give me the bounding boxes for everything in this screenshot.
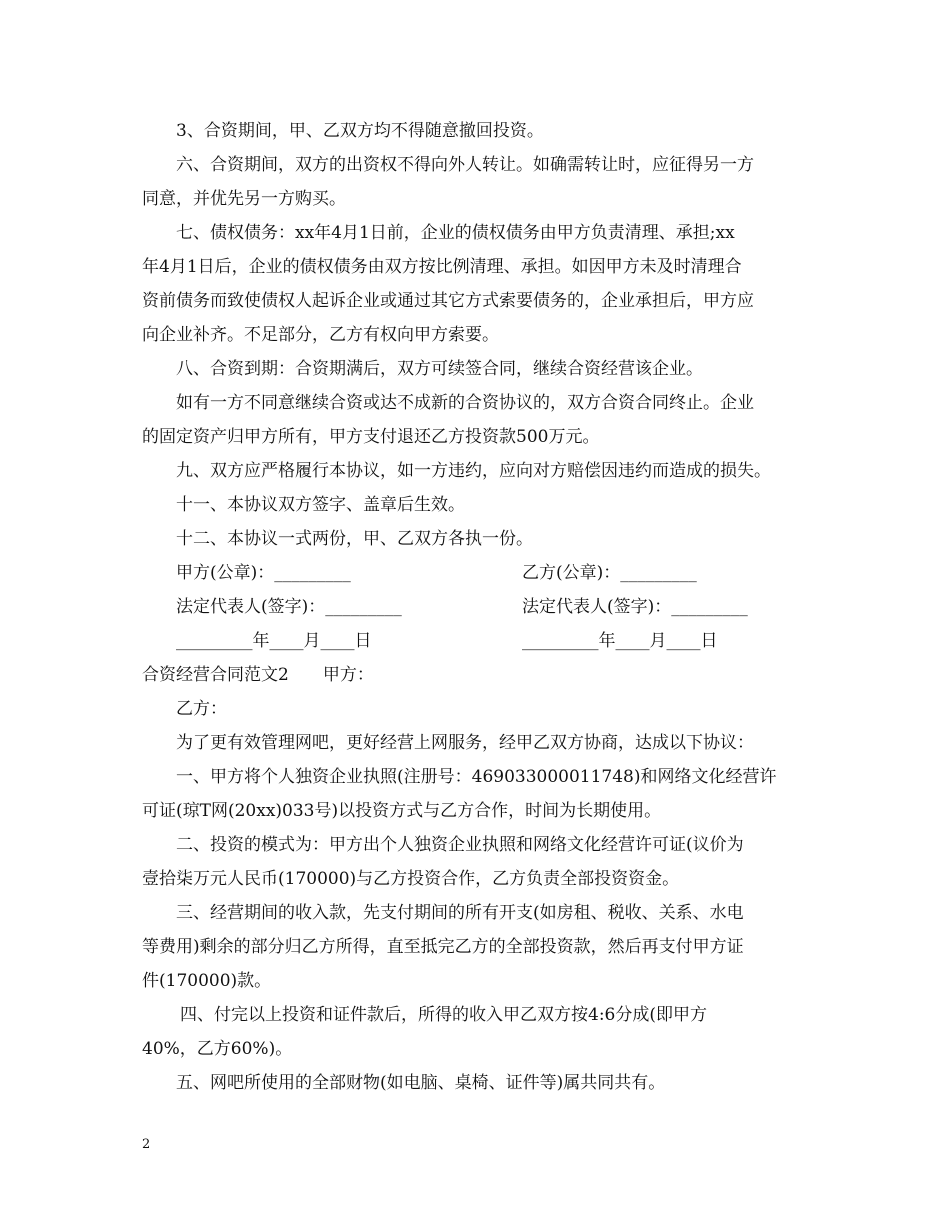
signature-representative-row xyxy=(142,590,822,624)
paragraph-seven-line-3: 资前债务而致使债权人起诉企业或通过其它方式索要债务的，企业承担后，甲方应 xyxy=(142,291,754,311)
second-contract-clause-five: 五、网吧所使用的全部财物(如电脑、桌椅、证件等)属共同共有。 xyxy=(176,1073,666,1093)
second-contract-heading xyxy=(142,658,822,692)
second-contract-clause-one-line-1: 一、甲方将个人独资企业执照(注册号：469033000011748)和网络文化经营许 xyxy=(176,767,777,787)
second-contract-clause-three-line-1: 三、经营期间的收入款，先支付期间的所有开支(如房租、税收、关系、水电 xyxy=(176,903,744,923)
signature-date-row xyxy=(142,624,822,658)
paragraph-termination-line-1: 如有一方不同意继续合资或达不成新的合资协议的，双方合资合同终止。企业 xyxy=(176,393,754,413)
party-b-representative: 法定代表人(签字)：_________ xyxy=(522,597,748,617)
paragraph-eight: 八、合资到期：合资期满后，双方可续签合同，继续合资经营该企业。 xyxy=(176,359,703,379)
paragraph-seven-line-1: 七、债权债务：xx年4月1日前，企业的债权债务由甲方负责清理、承担;xx xyxy=(176,223,735,243)
paragraph-termination-line-2: 的固定资产归甲方所有，甲方支付退还乙方投资款500万元。 xyxy=(142,427,600,447)
second-contract-clause-three-line-2: 等费用)剩余的部分归乙方所得，直至抵完乙方的全部投资款，然后再支付甲方证 xyxy=(142,937,744,957)
party-b-seal: 乙方(公章)：_________ xyxy=(522,563,697,583)
second-contract-title: 合资经营合同范文2 xyxy=(142,665,289,685)
second-contract-clause-one-line-2: 可证(琼T网(20xx)033号)以投资方式与乙方合作，时间为长期使用。 xyxy=(142,801,662,821)
page-number: 2 xyxy=(142,1137,151,1152)
second-contract-clause-two-line-1: 二、投资的模式为：甲方出个人独资企业执照和网络文化经营许可证(议价为 xyxy=(176,835,744,855)
party-a-seal: 甲方(公章)：_________ xyxy=(176,563,351,583)
party-a-date: _________年____月____日 xyxy=(176,631,372,651)
paragraph-six-line-2: 同意，并优先另一方购买。 xyxy=(142,189,346,209)
second-contract-clause-three-line-3: 件(170000)款。 xyxy=(142,971,272,991)
second-contract-clause-four-line-1: 四、付完以上投资和证件款后，所得的收入甲乙双方按4:6分成(即甲方 xyxy=(180,1005,707,1025)
paragraph-withdraw-investment: 3、合资期间，甲、乙双方均不得随意撤回投资。 xyxy=(176,121,544,141)
second-contract-intro: 为了更有效管理网吧，更好经营上网服务，经甲乙双方协商，达成以下协议： xyxy=(176,733,754,753)
paragraph-seven-line-4: 向企业补齐。不足部分，乙方有权向甲方索要。 xyxy=(142,325,499,345)
second-contract-party-b: 乙方： xyxy=(176,699,227,719)
paragraph-nine: 九、双方应严格履行本协议，如一方违约，应向对方赔偿因违约而造成的损失。 xyxy=(176,461,771,481)
party-b-date: _________年____月____日 xyxy=(522,631,718,651)
paragraph-six-line-1: 六、合资期间，双方的出资权不得向外人转让。如确需转让时，应征得另一方 xyxy=(176,155,754,175)
second-contract-clause-four-line-2: 40%，乙方60%)。 xyxy=(142,1039,293,1059)
second-contract-party-a: 甲方： xyxy=(322,665,374,685)
document-body xyxy=(142,114,822,1100)
paragraph-eleven: 十一、本协议双方签字、盖章后生效。 xyxy=(176,495,465,515)
paragraph-twelve: 十二、本协议一式两份，甲、乙双方各执一份。 xyxy=(176,529,533,549)
second-contract-clause-two-line-2: 壹拾柒万元人民币(170000)与乙方投资合作，乙方负责全部投资资金。 xyxy=(142,869,680,889)
party-a-representative: 法定代表人(签字)：_________ xyxy=(176,597,402,617)
signature-seal-row xyxy=(142,556,822,590)
paragraph-seven-line-2: 年4月1日后，企业的债权债务由双方按比例清理、承担。如因甲方未及时清理合 xyxy=(142,257,742,277)
